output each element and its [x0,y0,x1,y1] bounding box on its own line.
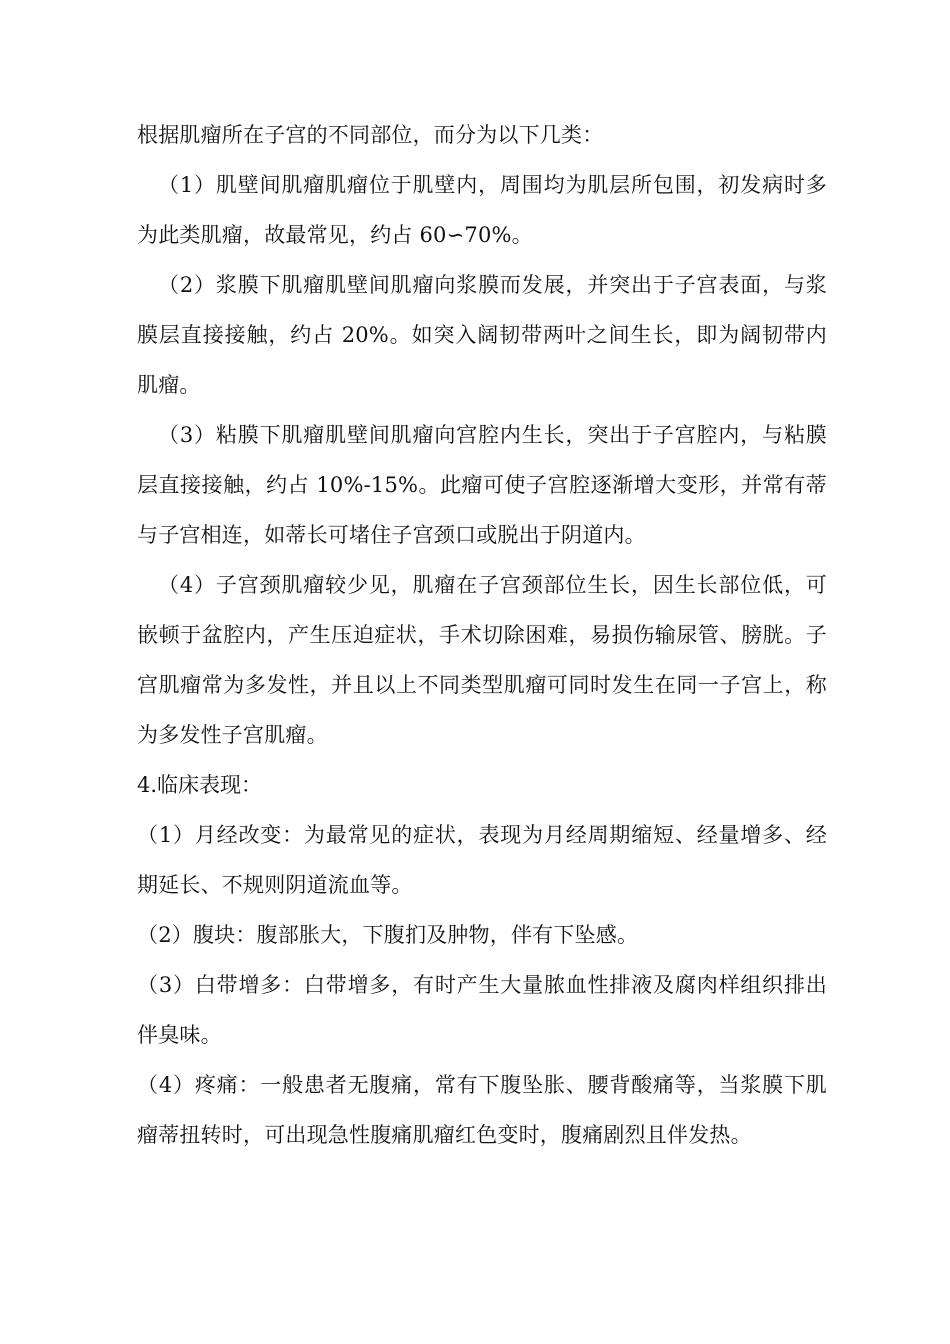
myoma-type-subserous: （2）浆膜下肌瘤肌壁间肌瘤向浆膜而发展，并突出于子宫表面，与浆膜层直接接触，约占 20%。如突入阔韧带两叶之间生长，即为阔韧带内肌瘤。 [137,273,827,397]
intro-paragraph: 根据肌瘤所在子宫的不同部位，而分为以下几类： [137,123,604,147]
document-body [137,110,827,1160]
myoma-type-submucous: （3）粘膜下肌瘤肌壁间肌瘤向宫腔内生长，突出于子宫腔内，与粘膜层直接接触，约占 10%-15%。此瘤可使子宫腔逐渐增大变形，并常有蒂与子宫相连，如蒂长可堵住子宫颈口或脱出于阴道内。 [137,423,827,547]
symptom-menstrual: （1）月经改变：为最常见的症状，表现为月经周期缩短、经量增多、经期延长、不规则阴道流血等。 [137,823,827,897]
myoma-type-cervical: （4）子宫颈肌瘤较少见，肌瘤在子宫颈部位生长，因生长部位低，可嵌顿于盆腔内，产生压迫症状，手术切除困难，易损伤输尿管、膀胱。子宫肌瘤常为多发性，并且以上不同类型肌瘤可同时发生在同一子宫上，称为多发性子宫肌瘤。 [137,573,827,747]
symptom-pain: （4）疼痛：一般患者无腹痛，常有下腹坠胀、腰背酸痛等，当浆膜下肌瘤蒂扭转时，可出现急性腹痛肌瘤红色变时，腹痛剧烈且伴发热。 [137,1073,827,1147]
myoma-type-intramural: （1）肌壁间肌瘤肌瘤位于肌壁内，周围均为肌层所包围，初发病时多为此类肌瘤，故最常见，约占 60∽70%。 [137,173,827,247]
section-heading-clinical: 4.临床表现： [137,773,263,797]
symptom-mass: （2）腹块：腹部胀大，下腹扪及肿物，伴有下坠感。 [137,923,639,947]
symptom-leukorrhea: （3）白带增多：白带增多，有时产生大量脓血性排液及腐肉样组织排出伴臭味。 [137,973,827,1047]
